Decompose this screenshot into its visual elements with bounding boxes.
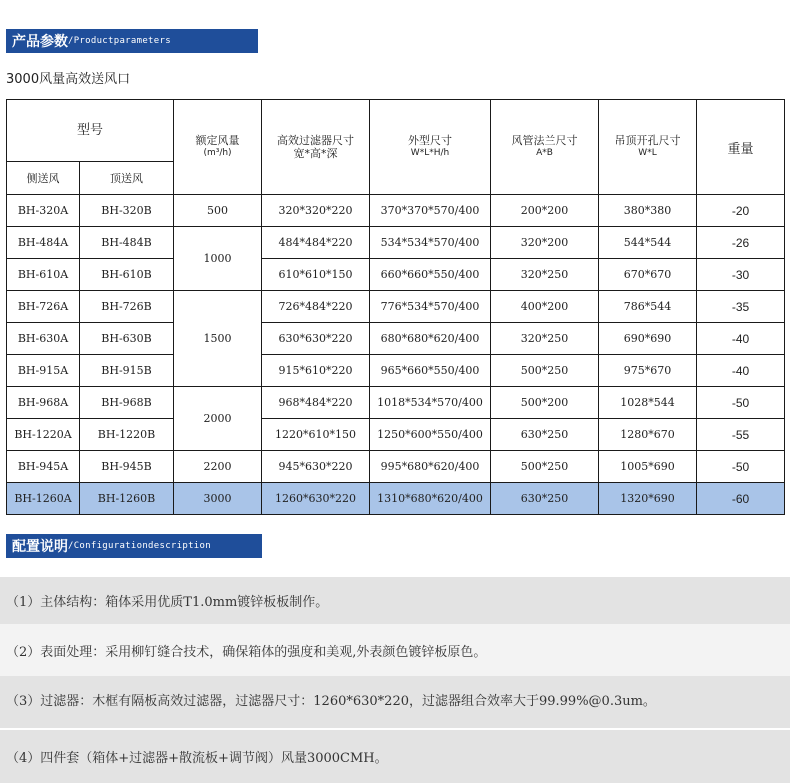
- cell-filter: 945*630*220: [262, 451, 370, 483]
- table-row: [7, 451, 785, 483]
- cell-flange: 500*250: [491, 451, 599, 483]
- cell-top: BH-484B: [80, 227, 174, 259]
- config-item-2: （2）表面处理：采用柳钉缝合技术，确保箱体的强度和美观,外表颜色镀锌板原色。: [0, 624, 790, 676]
- cell-airflow: 1000: [174, 227, 262, 291]
- cell-filter: 484*484*220: [262, 227, 370, 259]
- config-title-en: /Configurationdescription: [68, 541, 211, 551]
- cell-side: BH-1220A: [7, 419, 80, 451]
- table-row: [7, 419, 785, 451]
- config-item-3: （3）过滤器：木框有隔板高效过滤器，过滤器尺寸：1260*630*220，过滤器组合效率大于99.99%@0.3um。: [0, 676, 790, 728]
- cell-outer: 1018*534*570/400: [370, 387, 491, 419]
- cell-flange: 200*200: [491, 195, 599, 227]
- cell-ceiling: 1320*690: [599, 483, 697, 515]
- cell-filter: 968*484*220: [262, 387, 370, 419]
- cell-outer: 680*680*620/400: [370, 323, 491, 355]
- cell-outer: 1250*600*550/400: [370, 419, 491, 451]
- cell-side: BH-968A: [7, 387, 80, 419]
- cell-filter: 630*630*220: [262, 323, 370, 355]
- cell-airflow: 1500: [174, 291, 262, 387]
- cell-flange: 320*250: [491, 323, 599, 355]
- header-model: [7, 100, 174, 162]
- header-flange-label: 风管法兰尺寸: [511, 134, 578, 147]
- cell-top: BH-630B: [80, 323, 174, 355]
- cell-outer: 370*370*570/400: [370, 195, 491, 227]
- header-top: 顶送风: [80, 162, 174, 195]
- cell-filter: 726*484*220: [262, 291, 370, 323]
- header-outer: [370, 100, 491, 195]
- table-row: [7, 259, 785, 291]
- cell-flange: 500*250: [491, 355, 599, 387]
- header-flange-sub: A*B: [536, 148, 553, 158]
- header-outer-sub: W*L*H/h: [410, 148, 450, 158]
- cell-airflow: 2200: [174, 451, 262, 483]
- cell-ceiling: 380*380: [599, 195, 697, 227]
- cell-ceiling: 544*544: [599, 227, 697, 259]
- configuration-banner: [6, 534, 262, 558]
- cell-side: BH-1260A: [7, 483, 80, 515]
- cell-weight: -60: [697, 483, 785, 515]
- cell-weight: -26: [697, 227, 785, 259]
- config-title-cn: 配置说明: [12, 539, 68, 555]
- cell-top: BH-610B: [80, 259, 174, 291]
- cell-airflow: 2000: [174, 387, 262, 451]
- header-side: 侧送风: [7, 162, 80, 195]
- header-airflow: [174, 100, 262, 195]
- cell-filter: 610*610*150: [262, 259, 370, 291]
- product-subtitle: 3000风量高效送风口: [6, 72, 131, 87]
- table-row: [7, 323, 785, 355]
- cell-weight: -35: [697, 291, 785, 323]
- spec-table: [6, 99, 785, 515]
- cell-ceiling: 670*670: [599, 259, 697, 291]
- table-row: [7, 195, 785, 227]
- cell-ceiling: 1280*670: [599, 419, 697, 451]
- cell-flange: 630*250: [491, 419, 599, 451]
- cell-outer: 965*660*550/400: [370, 355, 491, 387]
- header-outer-label: 外型尺寸: [408, 134, 453, 147]
- header-airflow-unit: (m³/h): [203, 148, 232, 158]
- banner-title-cn: 产品参数: [12, 34, 68, 50]
- cell-top: BH-1260B: [80, 483, 174, 515]
- cell-outer: 1310*680*620/400: [370, 483, 491, 515]
- config-item-1: （1）主体结构：箱体采用优质T1.0mm镀锌板板制作。: [0, 577, 790, 624]
- table-header-row: [7, 100, 785, 162]
- cell-side: BH-915A: [7, 355, 80, 387]
- cell-ceiling: 1005*690: [599, 451, 697, 483]
- header-filter: [262, 100, 370, 195]
- cell-filter: 320*320*220: [262, 195, 370, 227]
- table-row: [7, 291, 785, 323]
- cell-ceiling: 975*670: [599, 355, 697, 387]
- header-ceiling-sub: W*L: [638, 148, 657, 158]
- cell-weight: -30: [697, 259, 785, 291]
- banner-title-en: /Productparameters: [68, 36, 171, 46]
- table-row: [7, 387, 785, 419]
- cell-weight: -50: [697, 451, 785, 483]
- cell-ceiling: 690*690: [599, 323, 697, 355]
- cell-airflow: 500: [174, 195, 262, 227]
- cell-filter: 1220*610*150: [262, 419, 370, 451]
- cell-top: BH-320B: [80, 195, 174, 227]
- header-ceiling: [599, 100, 697, 195]
- cell-weight: -55: [697, 419, 785, 451]
- cell-ceiling: 1028*544: [599, 387, 697, 419]
- cell-side: BH-726A: [7, 291, 80, 323]
- cell-filter: 1260*630*220: [262, 483, 370, 515]
- cell-airflow: 3000: [174, 483, 262, 515]
- cell-flange: 630*250: [491, 483, 599, 515]
- table-row: [7, 227, 785, 259]
- cell-side: BH-484A: [7, 227, 80, 259]
- cell-side: BH-610A: [7, 259, 80, 291]
- header-filter-sub: 宽*高*深: [293, 147, 338, 160]
- cell-top: BH-968B: [80, 387, 174, 419]
- cell-top: BH-1220B: [80, 419, 174, 451]
- cell-weight: -40: [697, 355, 785, 387]
- cell-weight: -50: [697, 387, 785, 419]
- cell-top: BH-915B: [80, 355, 174, 387]
- header-model-label: 型号: [77, 123, 104, 138]
- table-row-highlighted: [7, 483, 785, 515]
- cell-weight: -40: [697, 323, 785, 355]
- cell-top: BH-726B: [80, 291, 174, 323]
- table-row: [7, 355, 785, 387]
- cell-outer: 776*534*570/400: [370, 291, 491, 323]
- cell-side: BH-320A: [7, 195, 80, 227]
- cell-side: BH-630A: [7, 323, 80, 355]
- header-flange: [491, 100, 599, 195]
- header-filter-label: 高效过滤器尺寸: [277, 134, 355, 147]
- cell-outer: 534*534*570/400: [370, 227, 491, 259]
- cell-top: BH-945B: [80, 451, 174, 483]
- cell-flange: 320*250: [491, 259, 599, 291]
- cell-flange: 500*200: [491, 387, 599, 419]
- cell-flange: 320*200: [491, 227, 599, 259]
- cell-filter: 915*610*220: [262, 355, 370, 387]
- cell-ceiling: 786*544: [599, 291, 697, 323]
- cell-outer: 995*680*620/400: [370, 451, 491, 483]
- header-weight: 重量: [697, 100, 785, 195]
- cell-side: BH-945A: [7, 451, 80, 483]
- product-parameters-banner: [6, 29, 258, 53]
- cell-outer: 660*660*550/400: [370, 259, 491, 291]
- header-airflow-label: 额定风量: [195, 134, 240, 147]
- cell-weight: -20: [697, 195, 785, 227]
- cell-flange: 400*200: [491, 291, 599, 323]
- header-ceiling-label: 吊顶开孔尺寸: [614, 134, 681, 147]
- config-item-4: （4）四件套（箱体+过滤器+散流板+调节阀）风量3000CMH。: [0, 730, 790, 783]
